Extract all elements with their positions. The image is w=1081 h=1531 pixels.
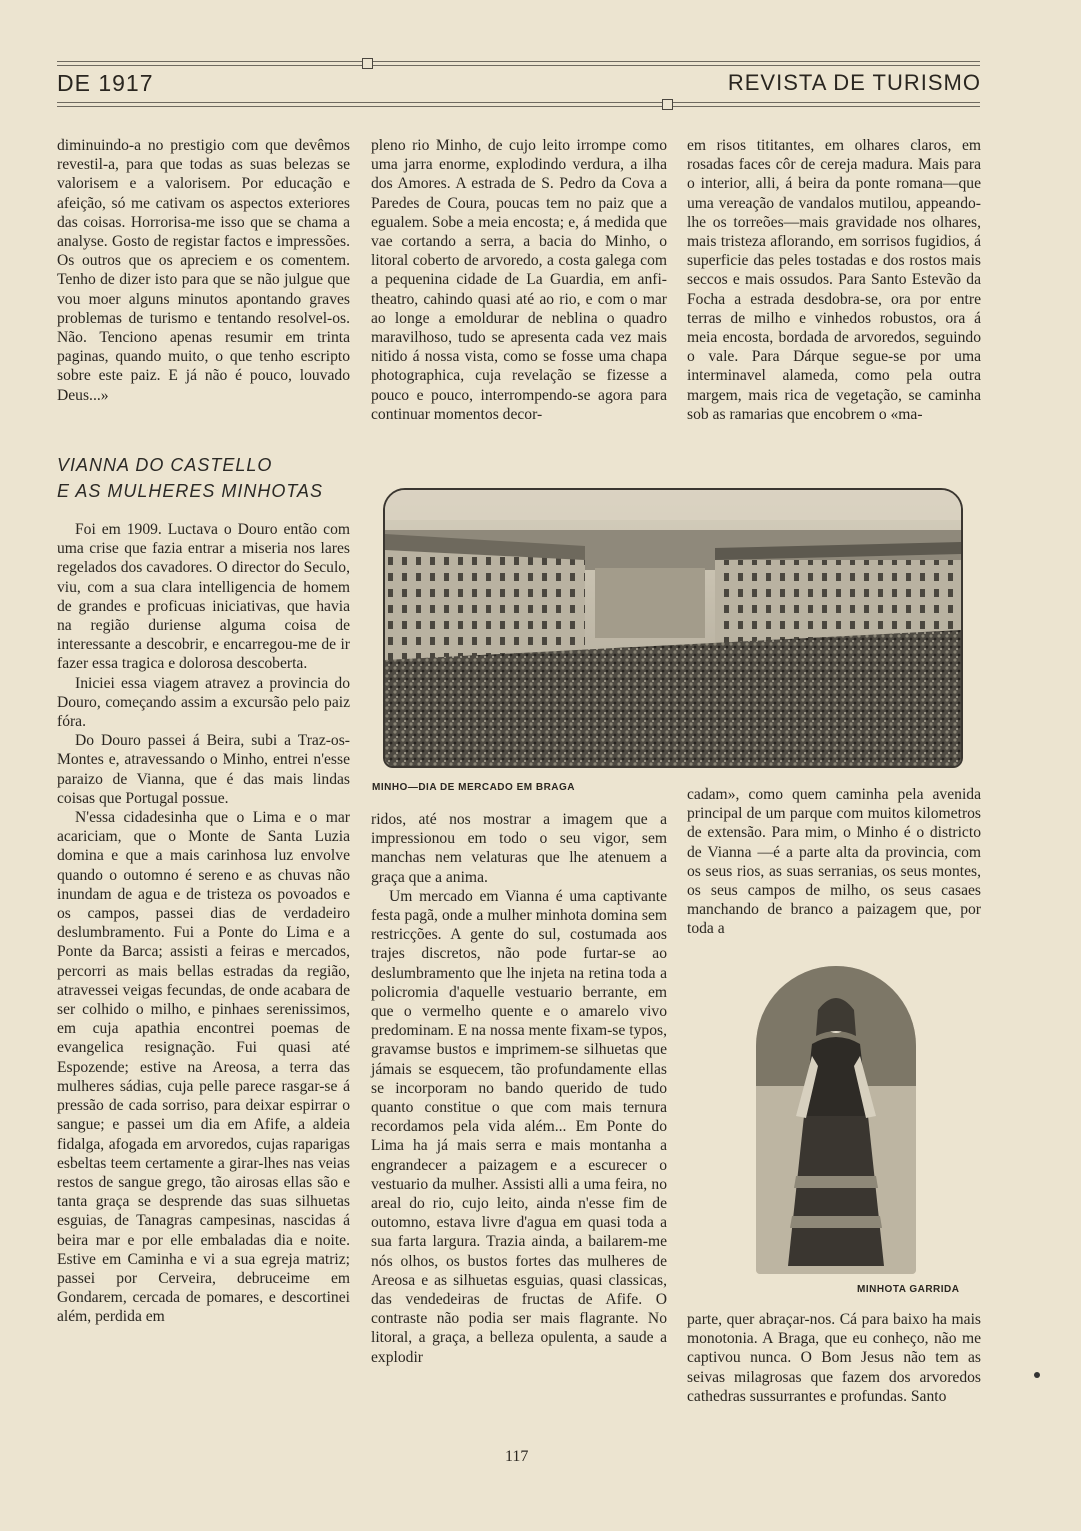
column-2-bottom: [371, 810, 667, 1367]
column-2-top: [371, 136, 667, 424]
market-photo-caption: MINHO—DIA DE MERCADO EM BRAGA: [372, 782, 576, 793]
column-3-middle: [687, 785, 981, 939]
paragraph: em risos tititantes, em olhares claros, em rosadas faces côr de cereja madura. Mais para o interior, alli, á beira da ponte romana—que uma vereação de vandalos mutilou, appeando-lhe os torreões—mais gravidade nos olhares, mais tristeza aflorando, em sorrisos fugidios, á superficie das peles tostadas e dos rostos mais seccos e mais ossudos. Para Santo Estevão da Focha a estrada desdobra-se, ora por entre terras de milho e vinhedos robustos, ora á meia encosta, bordada de arvoredos, seguindo o vale. Para Dárque segue-se por uma interminavel alameda, como pela outra margem, mais rica de vegetação, se caminha sob as ramarias que encobrem o «ma-: [687, 137, 981, 423]
header-date: DE 1917: [57, 70, 154, 96]
header-bottom-rule: [57, 102, 980, 107]
page-number: 117: [505, 1448, 529, 1465]
column-3-bottom: [687, 1310, 981, 1406]
portrait-photo: [756, 966, 916, 1274]
section-title-line: VIANNA DO CASTELLO: [57, 455, 273, 475]
paragraph: N'essa cidadesinha que o Lima e o mar acariciam, que o Monte de Santa Luzia domina e que a mais carinhosa luz envolve quando o outomno é sereno e as chuvas não inundam de agua e de tristeza os povoados e os campos, passei dias de verdadeiro deslumbramento. Fui a Ponte do Lima e a Ponte da Barca; assisti a feiras e mercados, percorri as mais bellas estradas da região, atravessei veigas fecundas, de onde acabara de ser colhido o milho, e pinhaes serenissimos, em cuja apathia encontrei poemas de evangelica resignação. Fui quasi até Espozende; estive na Areosa, a terra das mulheres sádias, cuja pelle parece rasgar-se á pressão de cada sorriso, para deixar espirrar o sangue; e passei um dia em Afife, a aldeia fidalga, afogada em arvoredos, cujas raparigas esbeltas teem certamente a girar-lhes nas veias restos de sangue grego, tão airosas ellas são e tanta graça se desprende das suas silhuetas esguias, de Tanagras campesinas, nascidas á beira mar e por elle embaladas dia e noite. Estive em Caminha e vi a sua egreja matriz; passei por Cerveira, debruceime em Gondarem, cercada de pomares, e descortinei além, perdida em: [57, 809, 350, 1326]
market-photo: [383, 488, 963, 768]
portrait-caption: MINHOTA GARRIDA: [857, 1284, 960, 1295]
header-rule-ornament: [662, 99, 673, 110]
paragraph: cadam», como quem caminha pela avenida principal de um parque com muitos kilometros de extensão. Para mim, o Minho é o districto de Vianna —é a parte alta da provincia, com os seus rios, as suas serranias, os seus montes, os seus campos de milho, os seus casaes manchando de branco a paizagem que, por toda a: [687, 786, 981, 938]
paragraph: diminuindo-a no prestigio com que devêmos revestil-a, para que todas as suas belezas se valorisem e a valorisem. Por educação e afeição, só me cativam os aspectos exteriores das coisas. Horrorisa-me isso que se chama a analyse. Gosto de registar factos e impressões. Os outros que os apreciem e os comentem. Tenho de dizer isto para que se não julgue que vou moer alguns minutos apontando graves problemas de turismo e tentando resolvel-os. Não. Tenciono apenas resumir em trinta paginas, quando muito, o que tenho escripto sobre este paiz. E já não é pouco, louvado Deus...»: [57, 137, 350, 404]
column-1-top: [57, 136, 350, 405]
column-3-top: [687, 136, 981, 424]
section-title-line: E AS MULHERES MINHOTAS: [57, 481, 324, 501]
header-rule-ornament: [362, 58, 373, 69]
paragraph: Iniciei essa viagem atravez a provincia do Douro, começando assim a excursão pelo paiz fóra.: [57, 674, 350, 731]
paragraph: ridos, até nos mostrar a imagem que a impressionou em todo o seu vigor, sem manchas nem velaturas que lhe atenuem a graça que a anima.: [371, 811, 667, 886]
market-photo-illustration: [385, 490, 961, 766]
section-title: [57, 452, 357, 504]
paragraph: parte, quer abraçar-nos. Cá para baixo ha mais monotonia. A Braga, que eu conheço, não me captivou nunca. O Bom Jesus não tem as seivas milagrosas que fazem dos arvoredos cathedras sussurrantes e profundas. Santo: [687, 1311, 981, 1405]
portrait-illustration: [756, 966, 916, 1274]
column-1-body: [57, 520, 350, 1327]
paragraph: pleno rio Minho, de cujo leito irrompe como uma jarra enorme, explodindo verdura, a ilha dos Amores. A estrada de S. Pedro da Cova a Paredes de Coura, poucas tem no paiz que a egualem. Sobe a meia encosta; e, á medida que vae cortando a serra, a bacia do Minho, o litoral coberto de arvoredo, a costa galega com a pequenina cidade de La Guardia, em anfi-theatro, cahindo quasi até ao rio, e com o mar ao longe a emoldurar de neblina o quadro maravilhoso, tudo se apresenta cada vez mais nitido á nossa vista, como se fosse uma chapa photographica, cuja revelação se fizesse a pouco e pouco, interrompendo-se agora para continuar momentos decor-: [371, 137, 667, 423]
paragraph: Foi em 1909. Luctava o Douro então com uma crise que fazia entrar a miseria nos lares regelados dos cavadores. O director do Seculo, viu, com a sua clara intelligencia de homem de grandes e proficuas iniciativas, que havia na região duriense alguma coisa de interessante a descobrir, e encarregou-me de ir fazer essa tragica e dolorosa descoberta.: [57, 521, 350, 673]
header-top-rule: [57, 61, 980, 66]
paragraph: Um mercado em Vianna é uma captivante festa pagã, onde a mulher minhota domina sem restricções. A gente do sul, costumada aos trajes discretos, não pode furtar-se ao deslumbramento que lhe injeta na retina toda a policromia d'aquelle vestuario berrante, em que o vermelho quente e o amarelo vivo predominam. E na nossa mente fixam-se typos, gravamse bustos e imprimem-se silhuetas que jámais se esquecem, tão profundamente ellas se incorporam no bando querido de tudo quanto constitue o que com mais ternura recordamos pela vida além... Em Ponte do Lima ha já mais serra e mais montanha a engrandecer a paizagem e a escurecer o vestuario da mulher. Assisti alli a uma feira, no areal do rio, cujo leito, ainda n'esse fim de outomno, estava livre d'agua em quasi toda a sua farta largura. Trazia ainda, a bailarem-me nós olhos, os bustos fortes das mulheres de Areosa e as silhuetas esguias, quasi classicas, das vendedeiras de fructas de Afife. O contraste não podia ser mais flagrante. No litoral, a graça, a belleza opulenta, a saude a explodir: [371, 887, 667, 1366]
header-title: REVISTA DE TURISMO: [727, 70, 981, 95]
paragraph: Do Douro passei á Beira, subi a Traz-os-Montes e, atravessando o Minho, entrei n'esse paraizo de Vianna, que é das mais lindas coisas que Portugal possue.: [57, 732, 350, 807]
ink-spot: [1034, 1372, 1040, 1378]
